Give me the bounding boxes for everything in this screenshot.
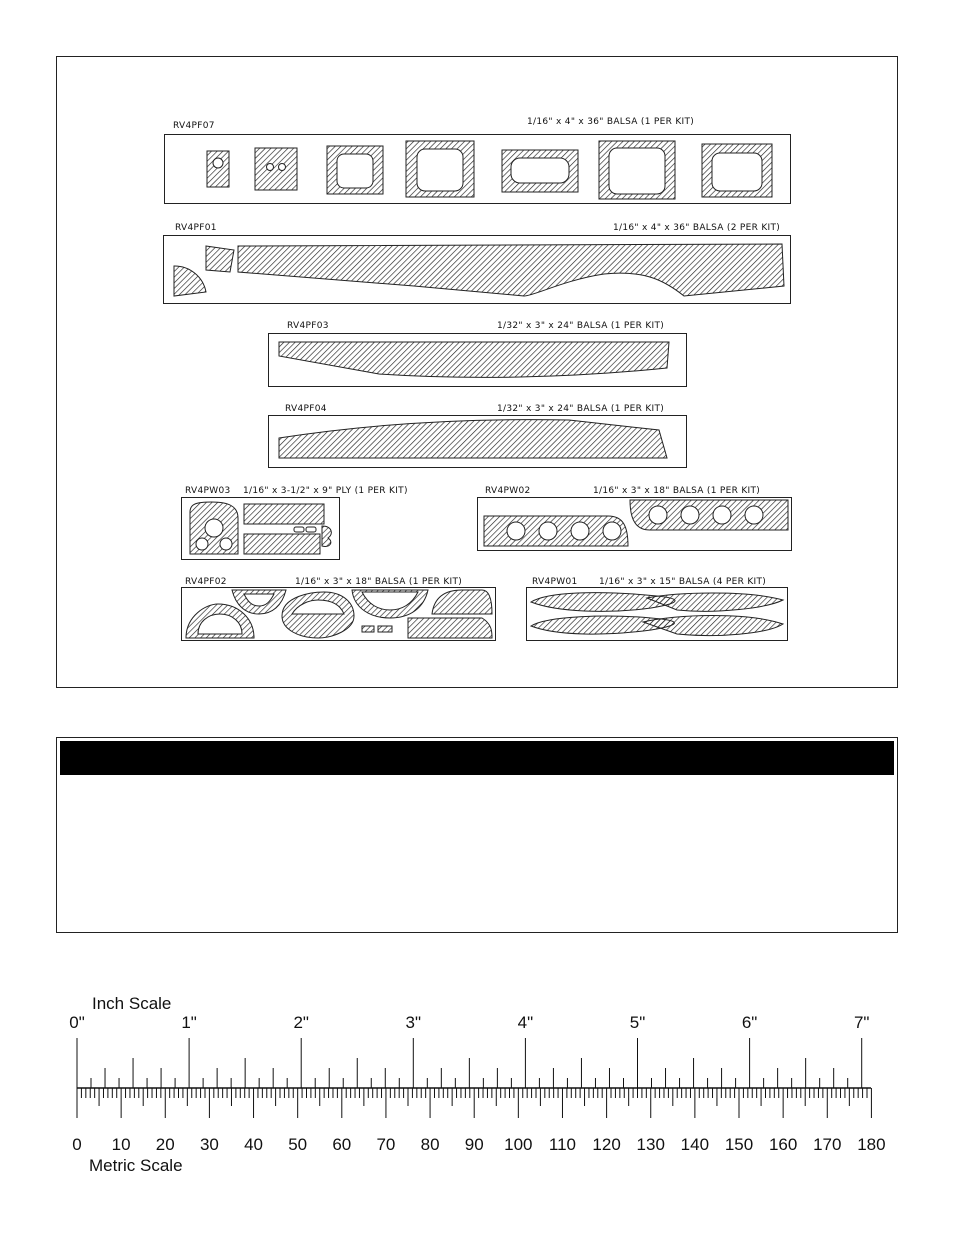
- wing-rib: [647, 593, 783, 611]
- metric-label: 120: [592, 1135, 621, 1154]
- parts-rv4pw03: [182, 498, 339, 559]
- sheet-rv4pf03: [268, 333, 687, 387]
- sheet-id-rv4pf03: RV4PF03: [287, 321, 329, 331]
- inch-scale-title: Inch Scale: [92, 994, 172, 1013]
- part-stringer: [279, 420, 667, 458]
- metric-ticks: [77, 1088, 871, 1118]
- inch-label: 0": [69, 1013, 85, 1032]
- sheet-rv4pf01: [163, 235, 791, 304]
- wing-rib: [531, 593, 675, 612]
- metric-label: 90: [464, 1135, 484, 1154]
- inch-label: 3": [405, 1013, 422, 1032]
- metric-label: 70: [376, 1135, 396, 1154]
- sheet-rv4pw03: [181, 497, 340, 560]
- metric-label: 140: [680, 1135, 710, 1154]
- metric-label: 150: [724, 1135, 754, 1154]
- sheet-spec-rv4pf03: 1/32" x 3" x 24" BALSA (1 PER KIT): [497, 321, 665, 331]
- part-former: [207, 151, 229, 187]
- sheet-id-rv4pf04: RV4PF04: [285, 404, 327, 414]
- sheet-spec-rv4pf02: 1/16" x 3" x 18" BALSA (1 PER KIT): [295, 577, 463, 587]
- part-gusset: [206, 246, 234, 272]
- inch-label: 1": [181, 1013, 197, 1032]
- metric-label: 170: [813, 1135, 842, 1154]
- inch-label: 5": [629, 1013, 646, 1032]
- part-plate: [244, 504, 324, 524]
- part-wedge: [432, 590, 492, 614]
- sheet-spec-rv4pf01: 1/16" x 4" x 36" BALSA (2 PER KIT): [613, 223, 781, 233]
- metric-label: 30: [199, 1135, 219, 1154]
- parts-rv4pf02: [182, 588, 495, 640]
- sheet-spec-rv4pf07: 1/16" x 4" x 36" BALSA (1 PER KIT): [527, 117, 695, 127]
- part-cowl-ring: [282, 592, 354, 638]
- sheet-spec-rv4pw03: 1/16" x 3-1/2" x 9" PLY (1 PER KIT): [243, 486, 408, 496]
- inch-label: 2": [293, 1013, 309, 1032]
- parts-rv4pf03: [269, 334, 686, 386]
- parts-rv4pw01: [527, 588, 787, 640]
- sheet-rv4pw01: [526, 587, 788, 641]
- sheet-id-rv4pf07: RV4PF07: [173, 121, 215, 131]
- parts-layout-frame: [56, 56, 898, 688]
- inch-label: 7": [853, 1013, 870, 1032]
- inch-labels: [69, 1013, 869, 1032]
- metric-label: 160: [768, 1135, 798, 1154]
- metric-label: 10: [111, 1135, 131, 1154]
- notice-header-bar: [60, 741, 894, 775]
- metric-label: 20: [155, 1135, 175, 1154]
- sheet-spec-rv4pf04: 1/32" x 3" x 24" BALSA (1 PER KIT): [497, 404, 665, 414]
- part-wedge: [408, 618, 492, 638]
- sheet-spec-rv4pw01: 1/16" x 3" x 15" BALSA (4 PER KIT): [599, 577, 767, 587]
- sheet-id-rv4pw02: RV4PW02: [485, 486, 531, 496]
- sheet-id-rv4pf01: RV4PF01: [175, 223, 217, 233]
- sheet-rv4pw02: [477, 497, 792, 551]
- parts-rv4pf04: [269, 416, 686, 467]
- scale-ruler: [0, 990, 954, 1190]
- metric-label: 110: [548, 1135, 577, 1154]
- parts-rv4pf01: [164, 236, 790, 303]
- sheet-id-rv4pf02: RV4PF02: [185, 577, 227, 587]
- sheet-id-rv4pw03: RV4PW03: [185, 486, 231, 496]
- part-gusset: [174, 266, 206, 296]
- parts-rv4pw02: [478, 498, 791, 550]
- metric-label: 130: [636, 1135, 665, 1154]
- notice-box: [56, 737, 898, 933]
- metric-label: 50: [288, 1135, 308, 1154]
- wing-rib: [643, 616, 783, 636]
- part-former: [255, 148, 297, 190]
- metric-scale-title: Metric Scale: [89, 1156, 183, 1175]
- parts-rv4pf07: [165, 135, 790, 203]
- sheet-rv4pf02: [181, 587, 496, 641]
- sheet-rv4pf07: [164, 134, 791, 204]
- sheet-id-rv4pw01: RV4PW01: [532, 577, 578, 587]
- metric-labels: [72, 1135, 885, 1154]
- part-plate: [244, 534, 320, 554]
- sheet-rv4pf04: [268, 415, 687, 468]
- part-stringer: [279, 342, 669, 377]
- metric-label: 180: [857, 1135, 886, 1154]
- metric-label: 0: [72, 1135, 82, 1154]
- inch-ticks: [77, 1038, 862, 1088]
- part-fuselage-side: [238, 244, 784, 296]
- metric-label: 60: [332, 1135, 352, 1154]
- metric-label: 40: [244, 1135, 263, 1154]
- metric-label: 80: [420, 1135, 440, 1154]
- sheet-spec-rv4pw02: 1/16" x 3" x 18" BALSA (1 PER KIT): [593, 486, 761, 496]
- metric-label: 100: [504, 1135, 533, 1154]
- inch-label: 6": [741, 1013, 758, 1032]
- inch-label: 4": [517, 1013, 534, 1032]
